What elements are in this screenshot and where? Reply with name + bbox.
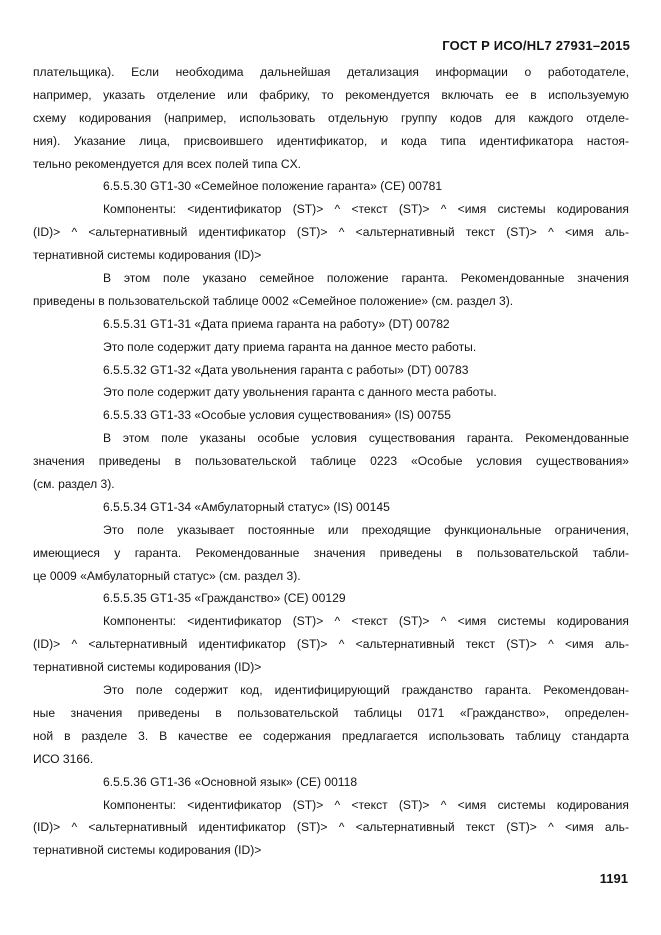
section-heading: 6.5.5.31 GT1-31 «Дата приема гаранта на работу» (DT) 00782 [103,316,450,331]
text-line: (ID)> ^ <альтернативный идентификатор (ST)> ^ <альтернативный текст (ST)> ^ <имя аль- [33,820,629,835]
text-line: це 0009 «Амбулаторный статус» (см. раздел 3). [33,568,301,583]
text-line: ные значения приведены в пользовательской таблицы 0171 «Гражданство», определен- [33,705,629,720]
section-heading: 6.5.5.35 GT1-35 «Гражданство» (CE) 00129 [103,591,346,606]
text-line: ния). Указание лица, присвоившего идентификатор, и кода типа идентификатора настоя- [33,133,629,148]
text-line: (см. раздел 3). [33,477,115,492]
text-line: значения приведены в пользовательской таблице 0223 «Особые условия существования» [33,454,629,469]
section-heading: 6.5.5.30 GT1-30 «Семейное положение гаранта» (CE) 00781 [103,179,443,194]
text-line: например, указать отделение или фабрику, то рекомендуется включать ее в используемую [33,87,629,102]
text-line: ИСО 3166. [33,751,94,766]
text-line: схему кодирования (например, использовать отдельную группу кодов для каждого отделе- [33,110,629,125]
text-line: тернативной системы кодирования (ID)> [33,843,262,858]
text-line: Компоненты: <идентификатор (ST)> ^ <текст (ST)> ^ <имя системы кодирования [103,202,629,217]
text-line: ной в разделе 3. В качестве ее содержания предлагается использовать таблицу стандарта [33,728,629,743]
text-line: В этом поле указано семейное положение гаранта. Рекомендованные значения [103,271,629,286]
section-heading: 6.5.5.33 GT1-33 «Особые условия существования» (IS) 00755 [103,408,451,423]
text-line: тернативной системы кодирования (ID)> [33,660,262,675]
text-line: Компоненты: <идентификатор (ST)> ^ <текст (ST)> ^ <имя системы кодирования [103,797,629,812]
text-line: (ID)> ^ <альтернативный идентификатор (ST)> ^ <альтернативный текст (ST)> ^ <имя аль- [33,225,629,240]
text-line: Это поле содержит дату приема гаранта на данное место работы. [103,339,477,354]
text-line: В этом поле указаны особые условия существования гаранта. Рекомендованные [103,431,629,446]
text-line: Это поле содержит код, идентифицирующий гражданство гаранта. Рекомендован- [103,683,629,698]
section-heading: 6.5.5.34 GT1-34 «Амбулаторный статус» (IS) 00145 [103,499,390,514]
page-number: 1191 [599,871,628,886]
text-line: приведены в пользовательской таблице 0002 «Семейное положение» (см. раздел 3). [33,293,514,308]
section-heading: 6.5.5.32 GT1-32 «Дата увольнения гаранта с работы» (DT) 00783 [103,362,469,377]
section-heading: 6.5.5.36 GT1-36 «Основной язык» (CE) 00118 [103,774,358,789]
text-line: Это поле содержит дату увольнения гаранта с данного места работы. [103,385,497,400]
text-line: Это поле указывает постоянные или преходящие функциональные ограничения, [103,522,629,537]
text-line: плательщика). Если необходима дальнейшая детализация информации о работодателе, [33,65,629,79]
text-line: Компоненты: <идентификатор (ST)> ^ <текст (ST)> ^ <имя системы кодирования [103,614,629,629]
document-body [33,61,629,862]
text-line: (ID)> ^ <альтернативный идентификатор (ST)> ^ <альтернативный текст (ST)> ^ <имя аль- [33,637,629,652]
text-line: тельно рекомендуется для всех полей типа CX. [33,156,302,171]
document-header: ГОСТ Р ИСО/HL7 27931–2015 [442,38,630,53]
text-line: имеющиеся у гаранта. Рекомендованные значения приведены в пользовательской табли- [33,545,629,560]
text-line: тернативной системы кодирования (ID)> [33,248,262,263]
